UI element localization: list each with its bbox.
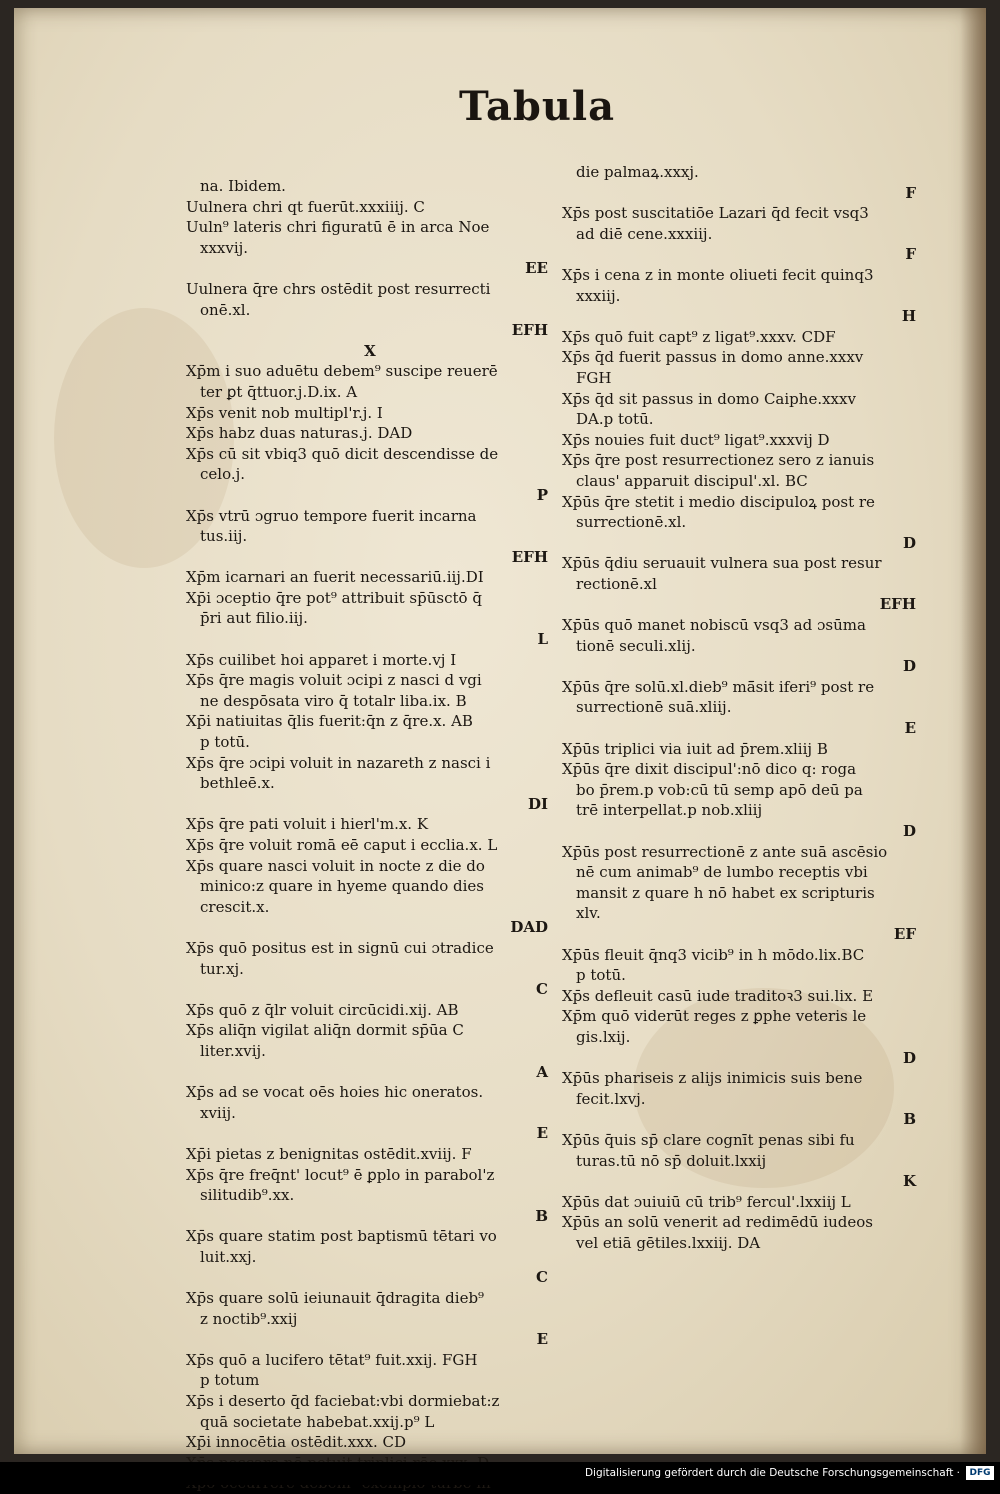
- index-line: surrectionē suā.xliij.: [576, 698, 732, 717]
- index-line: P: [536, 485, 548, 504]
- index-line: bo p̄rem.p vob:cū tū semp apō deū pa: [576, 780, 863, 799]
- index-line: Xp̄m quō viderūt reges z ꝑphe veteris le: [562, 1007, 867, 1026]
- index-line: DA.p totū.: [576, 410, 654, 429]
- index-line: F: [905, 183, 916, 202]
- index-line: Xp̄s cuilibet hoi apparet i morte.vj I: [186, 650, 457, 669]
- index-line: Uuln⁹ lateris chri figuratū ē in arca Noe: [186, 218, 490, 237]
- index-line: F: [905, 245, 916, 264]
- dfg-logo: DFG: [966, 1466, 994, 1480]
- index-line: Xp̄ūs q̄diu seruauit vulnera sua post resur: [562, 554, 882, 573]
- index-line: Xp̄s quare nasci voluit in nocte z die do: [186, 856, 485, 875]
- index-line: E: [904, 719, 916, 738]
- index-line: Xp̄ūs quō manet nobiscū vsq3 ad ɔsūma: [562, 616, 866, 635]
- index-line: xviij.: [200, 1103, 236, 1122]
- index-line: minico:z quare in hyeme quando dies: [200, 877, 485, 896]
- index-line: Xp̄s defleuit casū iude traditoꝛ3 sui.lix. E: [562, 986, 874, 1005]
- index-line: D: [902, 533, 916, 552]
- index-line: DI: [527, 794, 548, 813]
- index-line: Xp̄s habz duas naturas.j. DAD: [186, 424, 413, 443]
- index-line: Xp̄s vtrū ɔgruo tempore fuerit incarna: [186, 506, 477, 525]
- index-line: Xp̄ūs triplici via iuit ad p̄rem.xliij B: [562, 739, 828, 758]
- index-line: Xp̄i pietas z benignitas ostēdit.xviij. F: [186, 1144, 472, 1163]
- right-column: [562, 162, 922, 1253]
- index-line: Xp̄i natiuitas q̄lis fuerit:q̄n z q̄re.x. AB: [186, 712, 473, 731]
- index-line: Xp̄i ɔceptio q̄re pot⁹ attribuit sp̄ūsctō q̄: [186, 588, 482, 607]
- index-line: Xp̄s q̄d sit passus in domo Caiphe.xxxv: [562, 389, 856, 408]
- index-line: p totū.: [200, 733, 250, 752]
- index-line: Xp̄s q̄re voluit romā eē caput i ecclia.x. L: [186, 836, 498, 854]
- index-line: xlv.: [576, 904, 601, 923]
- index-line: xxxvij.: [200, 238, 249, 257]
- index-line: X: [364, 341, 376, 360]
- index-line: Xp̄ūs phariseis z alijs inimicis suis bene: [562, 1069, 863, 1088]
- index-line: Xp̄s q̄re ɔcipi voluit in nazareth z nasci i: [186, 753, 491, 772]
- index-line: Xp̄s quō fuit capt⁹ z ligat⁹.xxxv. CDF: [562, 327, 836, 346]
- index-line: ter ꝑt q̄ttuor.j.D.ix. A: [200, 382, 358, 401]
- index-line: quā societate habebat.xxij.p⁹ L: [200, 1412, 435, 1431]
- index-line: L: [537, 630, 548, 649]
- index-line: Uulnera chri qt fuerūt.xxxiiij. C: [186, 197, 425, 216]
- index-line: p totum: [200, 1371, 260, 1390]
- index-line: Xp̄s quō positus est in signū cui ɔtradice: [186, 938, 494, 957]
- index-line: Xp̄ūs dat ɔuiuiū cū trib⁹ fercul'.lxxiij L: [562, 1192, 851, 1211]
- index-line: Xp̄s cū sit vbiq3 quō dicit descendisse de: [186, 444, 499, 463]
- index-line: Xp̄m icarnari an fuerit necessariū.iij.DI: [186, 568, 484, 587]
- index-line: bethleē.x.: [200, 774, 275, 793]
- index-line: Xp̄s q̄re freq̄nt' locut⁹ ē ꝑplo in parabol'z: [186, 1165, 495, 1184]
- index-line: D: [902, 1048, 916, 1067]
- index-line: H: [901, 307, 916, 326]
- index-line: die palmaꝝ.xxxj.: [576, 163, 699, 181]
- index-line: Xp̄ūs q̄uis sp̄ clare cognīt penas sibi fu: [562, 1130, 855, 1149]
- index-line: crescit.x.: [200, 897, 270, 916]
- left-column: [186, 176, 554, 1494]
- index-line: z noctib⁹.xxij: [200, 1309, 298, 1328]
- index-line: tus.iij.: [200, 527, 248, 546]
- index-line: luit.xxj.: [200, 1247, 257, 1266]
- index-line: EF: [893, 924, 916, 943]
- index-line: surrectionē.xl.: [576, 513, 687, 532]
- index-line: celo.j.: [200, 465, 246, 484]
- index-line: silitudib⁹.xx.: [200, 1186, 295, 1205]
- index-line: EFH: [879, 595, 916, 614]
- funding-notice: Digitalisierung gefördert durch die Deutsche Forschungsgemeinschaft ·: [584, 1467, 960, 1479]
- index-line: Xp̄s i cena z in monte oliueti fecit quinq3: [562, 265, 874, 284]
- index-line: Xp̄s quare solū ieiunauit q̄dragita dieb⁹: [186, 1289, 485, 1308]
- index-line: Xp̄i innocētia ostēdit.xxx. CD: [186, 1433, 407, 1452]
- index-line: turas.tū nō sp̄ doluit.lxxij: [576, 1151, 767, 1170]
- index-line: B: [535, 1206, 548, 1225]
- index-line: ad diē cene.xxxiij.: [576, 224, 713, 243]
- index-line: Xp̄s quare statim post baptismū tētari vo: [186, 1227, 497, 1246]
- index-line: D: [902, 657, 916, 676]
- index-line: A: [536, 1062, 548, 1081]
- index-line: Xp̄s q̄re post resurrectionez sero z ianuis: [562, 451, 875, 470]
- index-line: fecit.lxvj.: [576, 1089, 646, 1108]
- index-line: FGH: [576, 368, 612, 387]
- index-line: na. Ibidem.: [200, 177, 286, 195]
- index-line: trē interpellat.p nob.xliij: [576, 801, 763, 820]
- index-line: EFH: [511, 321, 548, 340]
- index-line: p totū.: [576, 966, 626, 985]
- index-line: tur.xj.: [200, 959, 244, 978]
- index-line: xxxiij.: [576, 286, 621, 305]
- index-line: vel etiā gētiles.lxxiij. DA: [576, 1233, 761, 1252]
- index-line: claus' apparuit discipul'.xl. BC: [576, 471, 808, 490]
- index-line: K: [902, 1172, 916, 1191]
- index-line: Xp̄s nouies fuit duct⁹ ligat⁹.xxxvij D: [562, 430, 830, 449]
- index-line: Xp̄s q̄d fuerit passus in domo anne.xxxv: [562, 348, 864, 367]
- index-line: Xp̄s aliq̄n vigilat aliq̄n dormit sp̄ūa C: [186, 1021, 464, 1040]
- index-line: D: [902, 822, 916, 840]
- index-line: DAD: [510, 918, 548, 937]
- index-line: rectionē.xl: [576, 574, 657, 593]
- index-line: ne despōsata viro q̄ totalr liba.ix. B: [200, 691, 467, 710]
- index-line: Xp̄ūs fleuit q̄nq3 vicib⁹ in h mōdo.lix.BC: [562, 945, 865, 964]
- page-header-title: Tabula: [459, 83, 616, 130]
- index-line: Xp̄s q̄re pati voluit i hierl'm.x. K: [186, 815, 429, 834]
- index-line: Xp̄m i suo aduētu debem⁹ suscipe reuerē: [186, 362, 498, 381]
- index-line: B: [903, 1110, 916, 1129]
- index-line: Xp̄ūs post resurrectionē z ante suā ascēsio: [562, 842, 888, 861]
- index-line: Uulnera q̄re chrs ostēdit post resurrecti: [186, 279, 491, 298]
- index-line: E: [536, 1330, 548, 1349]
- index-line: Xp̄s quō z q̄lr voluit circūcidi.xij. AB: [186, 1000, 459, 1019]
- index-line: Xp̄s ad se vocat oēs hoies hic oneratos.: [186, 1083, 484, 1102]
- index-line: liter.xvij.: [200, 1041, 266, 1060]
- page-edge-shadow: [960, 8, 986, 1454]
- index-line: C: [536, 1268, 548, 1287]
- index-line: Xp̄ūs an solū venerit ad redimēdū iudeos: [562, 1213, 873, 1232]
- index-line: EE: [525, 259, 548, 278]
- index-line: mansit z quare h nō habet ex scripturis: [576, 883, 875, 902]
- index-line: Xp̄s quō a lucifero tētat⁹ fuit.xxij. FGH: [186, 1350, 478, 1369]
- index-line: gis.lxij.: [576, 1027, 631, 1046]
- document-page: [14, 8, 986, 1454]
- index-line: Xp̄ūs q̄re stetit i medio discipuloꝝ post re: [562, 492, 875, 511]
- index-line: onē.xl.: [200, 300, 251, 319]
- footer-bar: [0, 1462, 1000, 1485]
- index-line: Xp̄s i deserto q̄d faciebat:vbi dormiebat:z: [186, 1392, 500, 1411]
- index-line: Xp̄ūs q̄re dixit discipul':nō dico q: roga: [562, 760, 857, 779]
- index-line: C: [536, 980, 548, 999]
- index-line: p̄ri aut filio.iij.: [200, 609, 308, 628]
- index-line: Xp̄s post suscitatiōe Lazari q̄d fecit vsq3: [562, 204, 869, 223]
- index-line: tionē seculi.xlij.: [576, 636, 696, 655]
- index-line: Xp̄s venit nob multipl'r.j. I: [186, 403, 383, 422]
- index-line: Xp̄ūs q̄re solū.xl.dieb⁹ mā̄sit iferi⁹ post re: [562, 677, 875, 696]
- index-line: E: [536, 1124, 548, 1143]
- index-line: EFH: [511, 547, 548, 566]
- index-line: nē cum animab⁹ de lumbo receptis vbi: [576, 863, 868, 882]
- index-line: Xp̄s q̄re magis voluit ɔcipi z nasci d vgi: [186, 671, 482, 690]
